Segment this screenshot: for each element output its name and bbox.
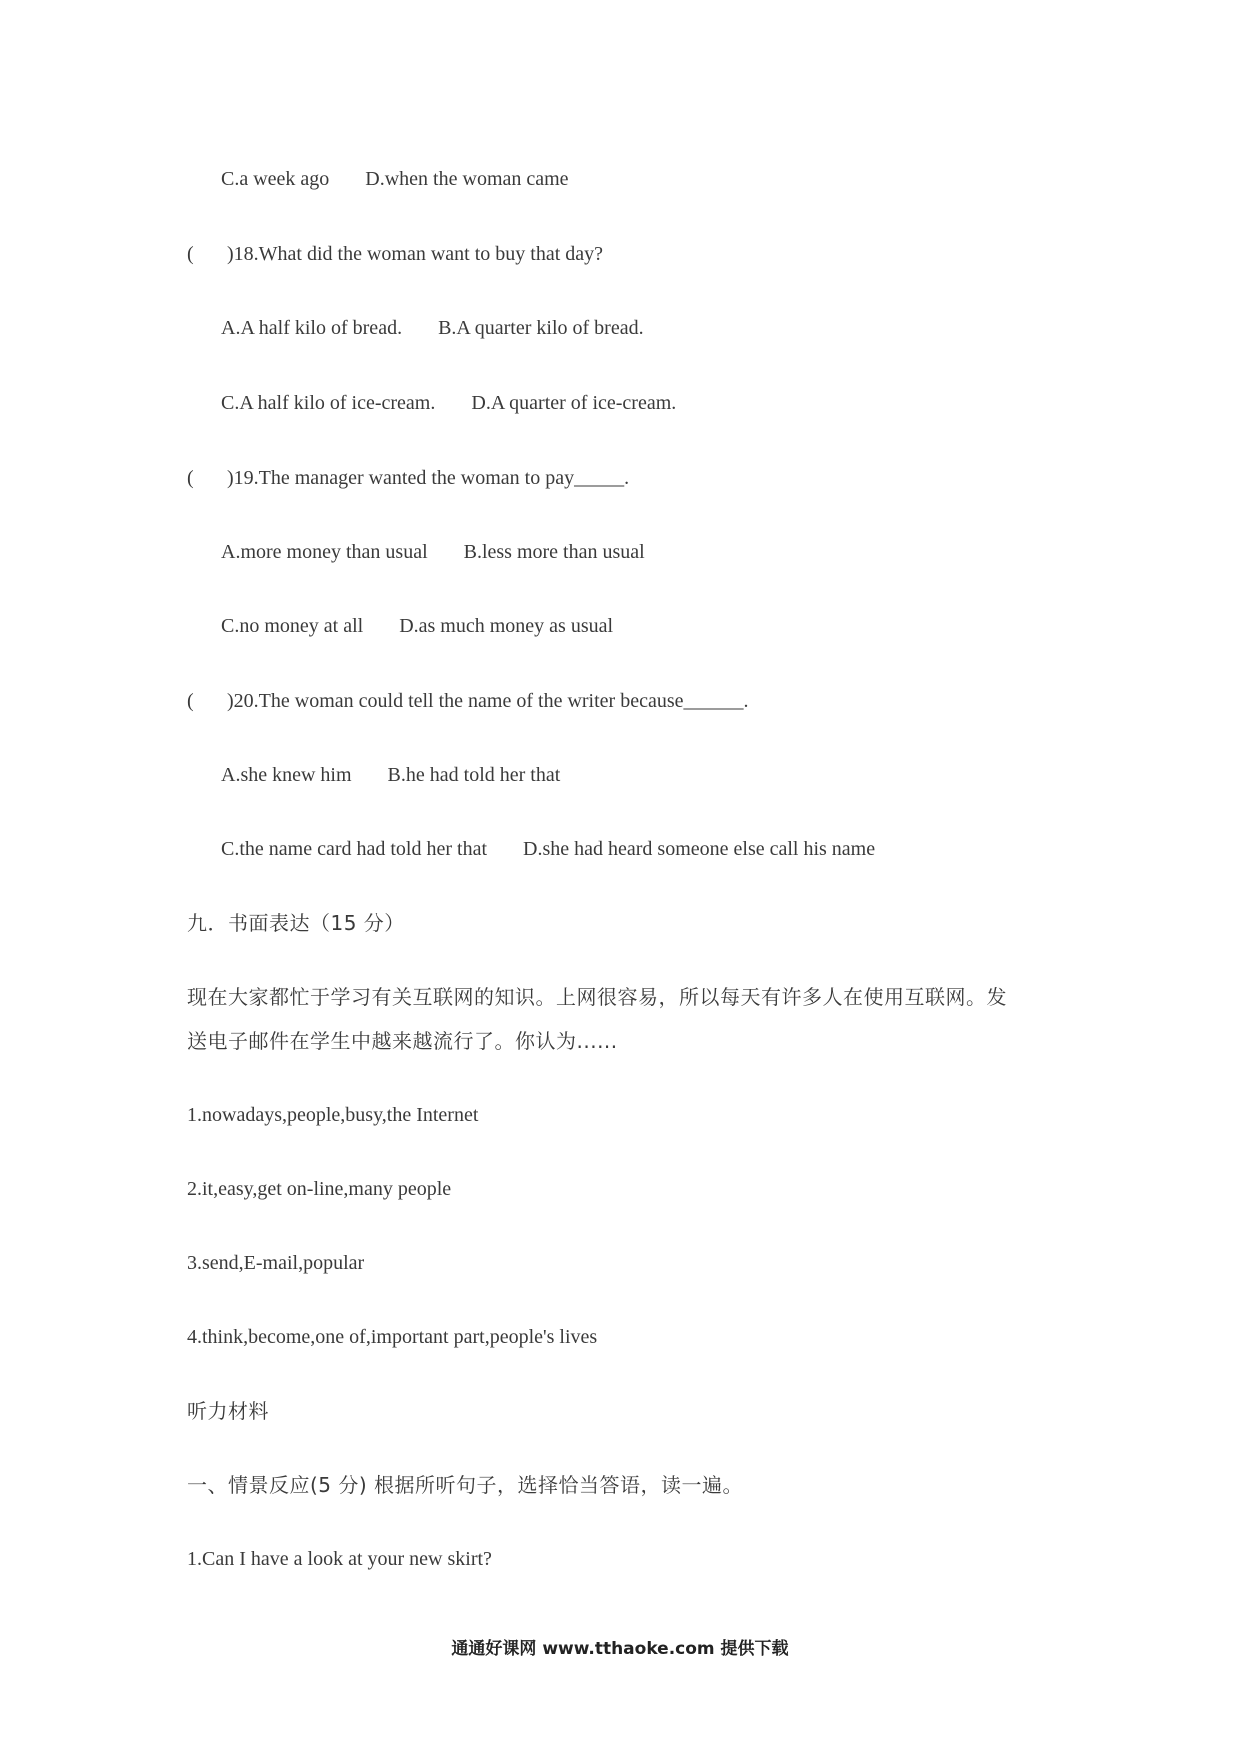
cue-item: 1.nowadays,people,busy,the Internet bbox=[187, 1104, 479, 1126]
q19-option-a: A.more money than usual bbox=[221, 541, 428, 563]
answer-bracket[interactable]: ( bbox=[187, 690, 194, 712]
listening-title: 听力材料 bbox=[187, 1399, 269, 1423]
section9-title: 九．书面表达（15 分） bbox=[187, 911, 405, 935]
q18-option-a: A.A half kilo of bread. bbox=[221, 317, 403, 339]
listening-part1-title: 一、情景反应(5 分) 根据所听句子，选择恰当答语，读一遍。 bbox=[187, 1473, 744, 1497]
q19-question: )19.The manager wanted the woman to pay_____. bbox=[227, 467, 630, 489]
q17-options-cd bbox=[221, 166, 569, 192]
cue-item: 2.it,easy,get on-line,many people bbox=[187, 1178, 452, 1200]
answer-bracket[interactable]: ( bbox=[187, 243, 194, 265]
q18-options-cd bbox=[221, 390, 676, 416]
q20-option-c: C.the name card had told her that bbox=[221, 838, 488, 860]
q20-option-d: D.she had heard someone else call his name bbox=[523, 838, 876, 860]
q17-option-c: C.a week ago bbox=[221, 168, 330, 190]
q18-question: )18.What did the woman want to buy that day? bbox=[227, 243, 604, 265]
q19-options-cd bbox=[221, 613, 613, 639]
cue-item: 4.think,become,one of,important part,people's lives bbox=[187, 1326, 598, 1348]
q18-options-ab bbox=[221, 315, 644, 341]
cue-item: 3.send,E-mail,popular bbox=[187, 1252, 365, 1274]
q20-options-cd bbox=[221, 836, 875, 862]
listening-item-1: 1.Can I have a look at your new skirt? bbox=[187, 1548, 492, 1570]
q18-option-b: B.A quarter kilo of bread. bbox=[438, 317, 644, 339]
q20-option-a: A.she knew him bbox=[221, 764, 352, 786]
answer-bracket[interactable]: ( bbox=[187, 467, 194, 489]
q20-question: )20.The woman could tell the name of the writer because______. bbox=[227, 690, 749, 712]
q18-stem bbox=[187, 241, 603, 267]
q18-option-c: C.A half kilo of ice-cream. bbox=[221, 392, 436, 414]
q20-options-ab bbox=[221, 762, 560, 788]
q19-option-c: C.no money at all bbox=[221, 615, 364, 637]
q17-option-d: D.when the woman came bbox=[365, 168, 569, 190]
section9-prompt-line1: 现在大家都忙于学习有关互联网的知识。上网很容易，所以每天有许多人在使用互联网。发 bbox=[187, 985, 1007, 1009]
q19-option-d: D.as much money as usual bbox=[399, 615, 614, 637]
q20-option-b: B.he had told her that bbox=[387, 764, 561, 786]
section9-prompt-line2: 送电子邮件在学生中越来越流行了。你认为...... bbox=[187, 1029, 618, 1053]
q19-stem bbox=[187, 465, 629, 491]
q19-options-ab bbox=[221, 539, 645, 565]
q19-option-b: B.less more than usual bbox=[463, 541, 645, 563]
q18-option-d: D.A quarter of ice-cream. bbox=[471, 392, 677, 414]
q20-stem bbox=[187, 688, 749, 714]
page-footer: 通通好课网 www.tthaoke.com 提供下载 bbox=[451, 1639, 789, 1659]
